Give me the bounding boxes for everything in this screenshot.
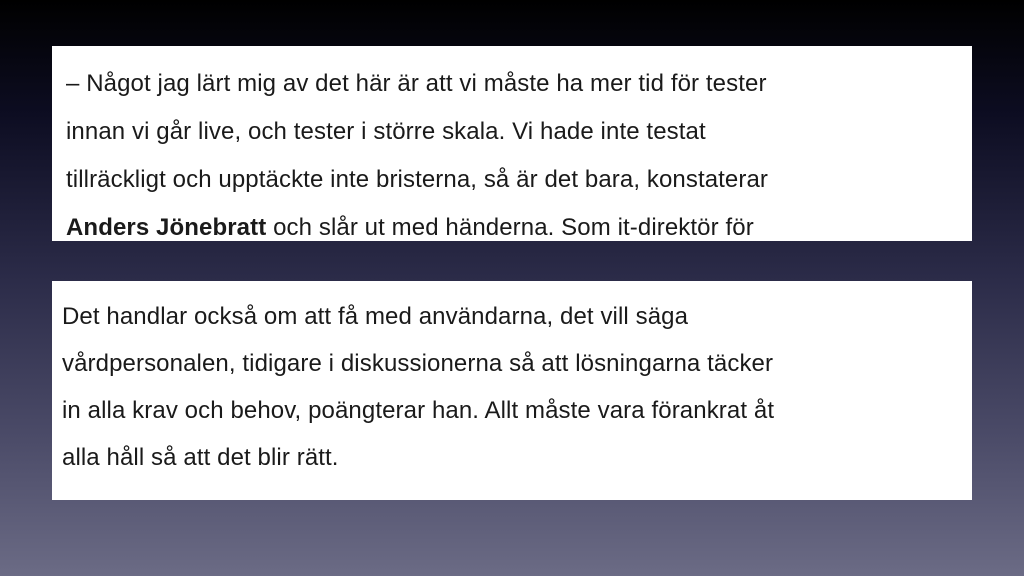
excerpt-1-line-4 xyxy=(66,204,972,241)
person-name: Anders Jönebratt xyxy=(66,214,267,241)
excerpt-1-line-1: – Något jag lärt mig av det här är att vi måste ha mer tid för tester xyxy=(66,70,767,97)
excerpt-2-line-4: alla håll så att det blir rätt. xyxy=(62,444,339,471)
excerpt-1-line-3: tillräckligt och upptäckte inte bristerna, så är det bara, konstaterar xyxy=(66,166,769,193)
article-excerpt-2 xyxy=(52,281,972,500)
article-excerpt-1 xyxy=(52,46,972,241)
excerpt-2-line-3: in alla krav och behov, poängterar han. Allt måste vara förankrat åt xyxy=(62,397,775,424)
excerpt-2-line-2: vårdpersonalen, tidigare i diskussionerna så att lösningarna täcker xyxy=(62,350,774,377)
excerpt-1-line-2: innan vi går live, och tester i större skala. Vi hade inte testat xyxy=(66,118,706,145)
excerpt-2-line-1: Det handlar också om att få med användarna, det vill säga xyxy=(62,303,689,330)
excerpt-1-line-4-rest: och slår ut med händerna. Som it-direktör för xyxy=(266,214,754,241)
